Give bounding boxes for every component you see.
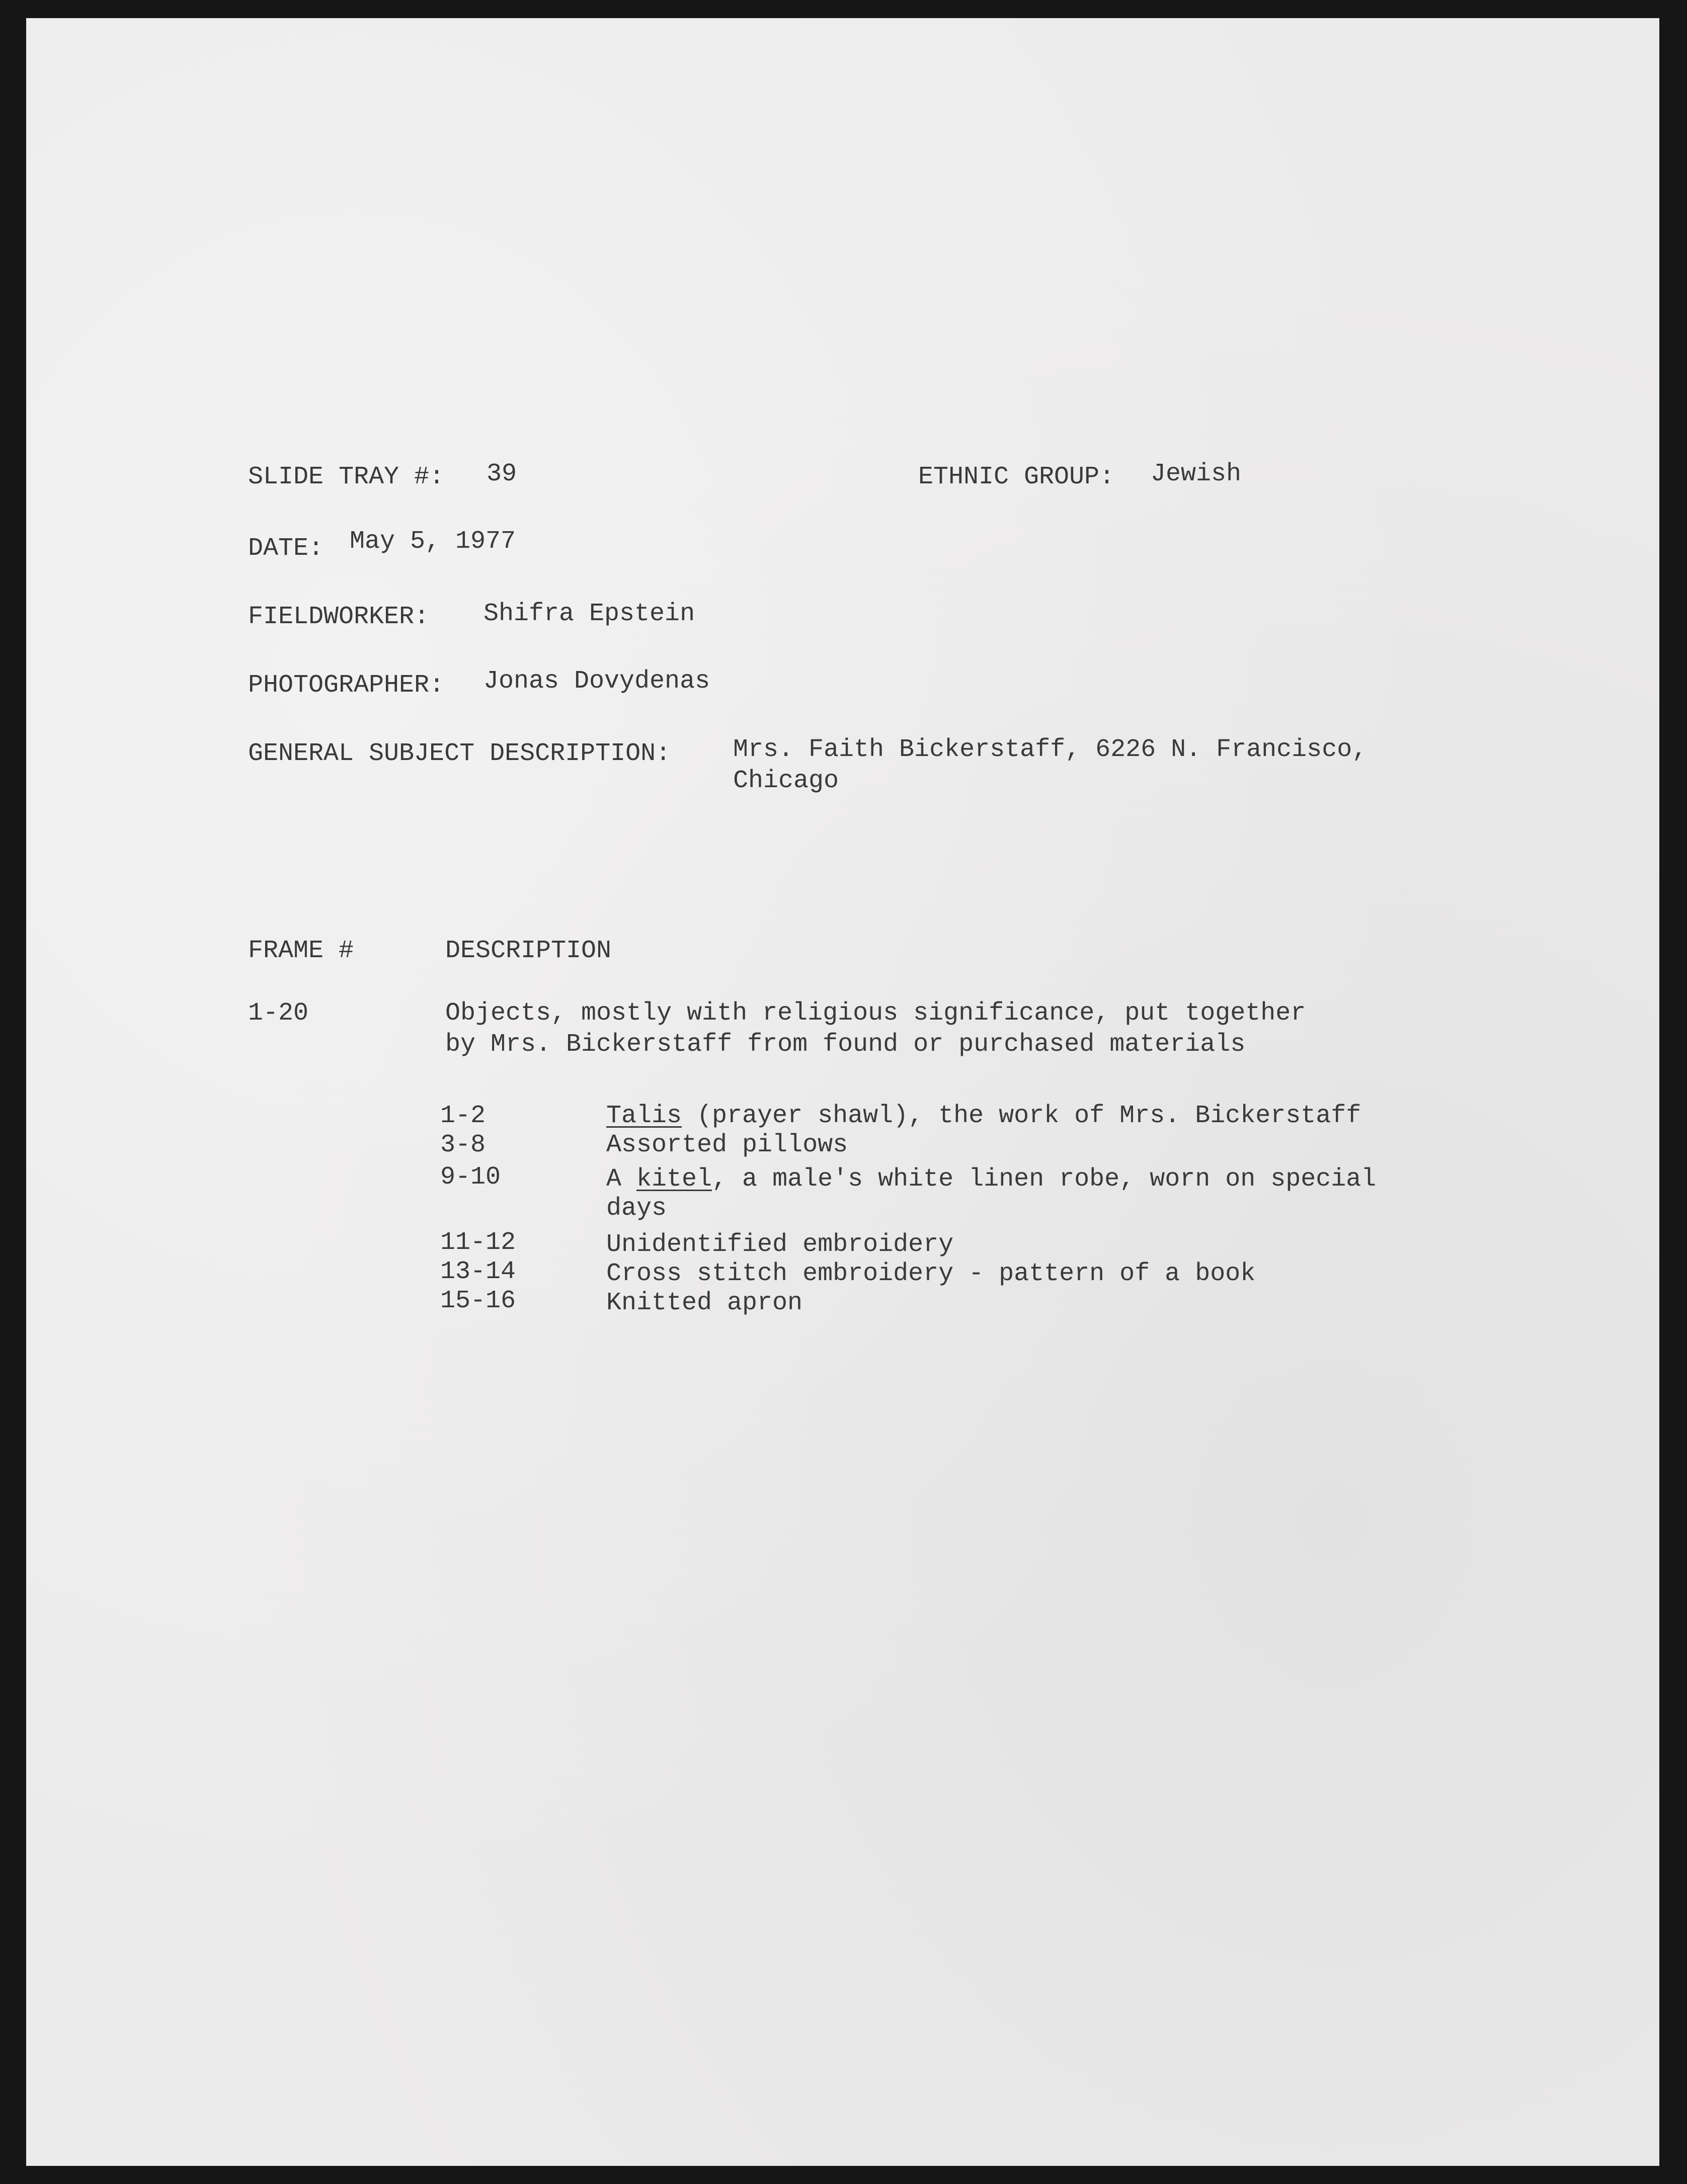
item-description: A kitel, a male's white linen robe, worn on special xyxy=(606,1165,1377,1194)
item-description: Talis (prayer shawl), the work of Mrs. Bickerstaff xyxy=(606,1102,1361,1130)
item-description: Knitted apron xyxy=(606,1289,803,1317)
kitel-term: kitel xyxy=(636,1165,712,1194)
fieldworker-label: FIELDWORKER: xyxy=(248,603,430,631)
ethnic-group-value: Jewish xyxy=(1151,460,1242,488)
item-description: Assorted pillows xyxy=(606,1131,848,1159)
ethnic-group-label: ETHNIC GROUP: xyxy=(918,463,1115,491)
frame-column-heading: FRAME # xyxy=(248,937,354,965)
main-description-line-1: Objects, mostly with religious significance, put together xyxy=(445,999,1306,1028)
slide-tray-label: SLIDE TRAY #: xyxy=(248,463,445,491)
item-frame: 15-16 xyxy=(440,1287,516,1315)
main-frame-range: 1-20 xyxy=(248,999,309,1028)
item-frame: 11-12 xyxy=(440,1228,516,1257)
subject-line-2: Chicago xyxy=(733,767,839,795)
item-description: Cross stitch embroidery - pattern of a book xyxy=(606,1259,1256,1288)
fieldworker-value: Shifra Epstein xyxy=(484,600,695,628)
main-description-line-2: by Mrs. Bickerstaff from found or purchased materials xyxy=(445,1030,1246,1059)
slide-tray-value: 39 xyxy=(487,460,517,488)
document-page xyxy=(26,18,1659,2166)
talis-term: Talis xyxy=(606,1102,682,1130)
subject-label: GENERAL SUBJECT DESCRIPTION: xyxy=(248,739,671,768)
date-label: DATE: xyxy=(248,534,324,563)
item-description-continued: days xyxy=(606,1194,667,1223)
item-frame: 1-2 xyxy=(440,1102,486,1130)
date-value: May 5, 1977 xyxy=(350,527,516,556)
item-frame: 3-8 xyxy=(440,1131,486,1159)
item-frame: 13-14 xyxy=(440,1257,516,1286)
photographer-label: PHOTOGRAPHER: xyxy=(248,671,445,700)
subject-line-1: Mrs. Faith Bickerstaff, 6226 N. Francisco, xyxy=(733,735,1368,764)
description-column-heading: DESCRIPTION xyxy=(445,937,612,965)
item-description: Unidentified embroidery xyxy=(606,1230,954,1259)
item-frame: 9-10 xyxy=(440,1163,501,1192)
photographer-value: Jonas Dovydenas xyxy=(484,667,710,696)
